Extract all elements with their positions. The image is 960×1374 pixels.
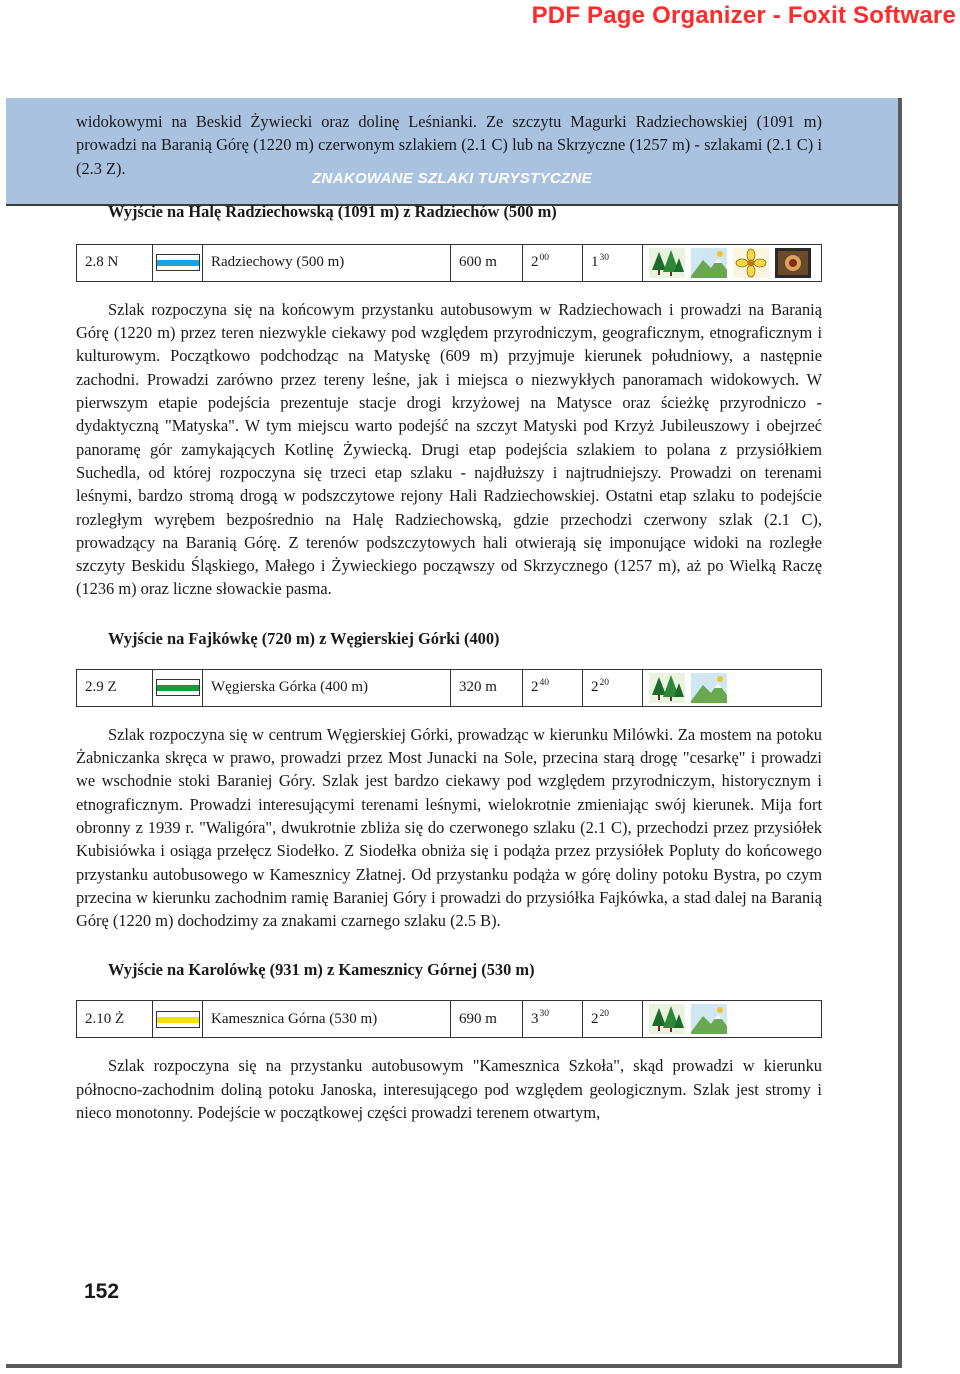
trail-elevation: 600 m bbox=[451, 245, 523, 281]
page-content bbox=[76, 110, 822, 1124]
forest-icon bbox=[649, 673, 685, 703]
mountain-view-icon bbox=[691, 1004, 727, 1034]
trail-time-up: 2 $^{40}$ bbox=[523, 670, 583, 706]
flower-icon bbox=[733, 248, 769, 278]
page-header-title: ZNAKOWANE SZLAKI TURYSTYCZNE bbox=[312, 170, 592, 187]
forest-icon bbox=[649, 1004, 685, 1034]
green-trail-marker-icon bbox=[156, 679, 200, 696]
trail-time-up: 3 $^{30}$ bbox=[523, 1001, 583, 1037]
trail-row-2-8 bbox=[76, 244, 822, 282]
intro-paragraph: widokowymi na Beskid Żywiecki oraz dolinę Leśnianki. Ze szczytu Magurki Radziechowskiej (1091 m) prowadzi na Baranią Górę (1220 m) czerwonym szlakiem (2.1 C) lub na Skrzyczne (1257 m) - szlakami (2.1 C) i (2.3 Z). bbox=[76, 112, 822, 178]
trail-time-down: 2 $^{20}$ bbox=[583, 670, 643, 706]
trail-time-up: 2 $^{00}$ bbox=[523, 245, 583, 281]
mountain-view-icon bbox=[691, 673, 727, 703]
watermark: PDF Page Organizer - Foxit Software bbox=[531, 2, 956, 29]
trail-start: Radziechowy (500 m) bbox=[203, 245, 451, 281]
forest-icon bbox=[649, 248, 685, 278]
trail-row-2-10 bbox=[76, 1000, 822, 1038]
trail-code: 2.10 Ż bbox=[77, 1001, 153, 1037]
trail-marker bbox=[153, 245, 203, 281]
section-heading-2-8: Wyjście na Halę Radziechowską (1091 m) z Radziechów (500 m) bbox=[108, 201, 557, 221]
trail-elevation: 690 m bbox=[451, 1001, 523, 1037]
section-text-2-8: Szlak rozpoczyna się na końcowym przystanku autobusowym w Radziechowach i prowadzi na Baranią Górę (1220 m) przez teren niezwykle ciekawy pod względem przyrodniczym, geograficznym, etnograficznym i kulturowym. Początkowo podchodząc na Matyskę (609 m) przyjmuje kierunek południowy, a następnie zachodni. Prowadzi zarówno przez tereny leśne, jak i miejsca o niezwykłych panoramach widokowych. W pierwszym etapie podejścia prezentuje stacje drogi krzyżowej na Matysce oraz ścieżkę przyrodniczo - dydaktyczną "Matyska". W tym miejscu warto podejść na szczyt Matyski pod Krzyż Jubileuszowy i obejrzeć panoramę gór zamykających Kotlinę Żywiecką. Drugi etap podejścia szlakiem to polana z przysiółkiem Suchedla, od której rozpoczyna się trzeci etap szlaku - najdłuższy i najtrudniejszy. Prowadzi on terenami leśnymi, bardzo stromą drogą w podszczytowe rejony Hali Radziechowskiej. Ostatni etap szlaku to podejście rozległym wyrębem bezpośrednio na Halę Radziechowską, gdzie przechodzi czerwony szlak (2.1 C), prowadzący na Baranią Górę. Z terenów podszczytowych hali otwierają się imponujące widoki na rozległe szczyty Beskidu Śląskiego, Małego i Żywieckiego począwszy od Skrzycznego (1257 m), aż po Wielką Raczę (1236 m) oraz liczne słowackie pasma. bbox=[76, 299, 822, 599]
trail-start: Węgierska Górka (400 m) bbox=[203, 670, 451, 706]
section-text-2-10: Szlak rozpoczyna się na przystanku autobusowym "Kamesznica Szkoła", skąd prowadzi w kierunku północno-zachodnim doliną potoku Janoska, interesującego pod względem geologicznym. Szlak jest stromy i nieco monotonny. Podejście w początkowej części prowadzi terenem otwartym, bbox=[76, 1056, 822, 1123]
trail-icons bbox=[643, 245, 821, 281]
trail-elevation: 320 m bbox=[451, 670, 523, 706]
trail-code: 2.9 Z bbox=[77, 670, 153, 706]
page-number: 152 bbox=[84, 1280, 120, 1303]
culture-icon bbox=[775, 248, 811, 278]
trail-start: Kamesznica Górna (530 m) bbox=[203, 1001, 451, 1037]
yellow-trail-marker-icon bbox=[156, 1011, 200, 1028]
trail-icons bbox=[643, 1001, 821, 1037]
trail-row-2-9 bbox=[76, 669, 822, 707]
trail-time-down: 1 $^{30}$ bbox=[583, 245, 643, 281]
trail-marker bbox=[153, 670, 203, 706]
trail-code: 2.8 N bbox=[77, 245, 153, 281]
trail-icons bbox=[643, 670, 821, 706]
mountain-view-icon bbox=[691, 248, 727, 278]
section-text-2-9: Szlak rozpoczyna się w centrum Węgierskiej Górki, prowadząc w kierunku Milówki. Za mostem na potoku Żabniczanka skręca w prawo, prowadzi przez Most Junacki na Sole, przecina starą drogę "cesarkę" i prowadzi we wschodnie stoki Baraniej Góry. Szlak jest bardzo ciekawy pod względem przyrodniczym, historycznym i etnograficznym. Prowadzi interesującymi terenami leśnymi, wielokrotnie zmieniając swój kierunek. Mija fort obronny z 1939 r. "Waligóra", dwukrotnie zbliża się do czerwonego szlaku (2.1 C), przechodzi przez przysiółek Kubisiówka i osiąga przełęcz Siodełko. Z Siodełka obniża się i podąża przez przysiółek Popluty do końcowego przystanku autobusowego w Kamesznicy Złatnej. Od przystanku podąża w górę doliny potoku Bystra, po czym przecina w kierunku zachodnim ramię Baraniej Góry i prowadzi do przysiółka Fajkówka, a stad dalej na Baranią Górę (1220 m) dochodzimy za znakami czarnego szlaku (2.5 B). bbox=[76, 724, 822, 931]
trail-time-down: 2 $^{20}$ bbox=[583, 1001, 643, 1037]
section-heading-2-10: Wyjście na Karolówkę (931 m) z Kamesznicy Górnej (530 m) bbox=[108, 960, 535, 980]
blue-trail-marker-icon bbox=[156, 254, 200, 271]
section-heading-2-9: Wyjście na Fajkówkę (720 m) z Węgierskiej Górki (400) bbox=[108, 628, 500, 648]
trail-marker bbox=[153, 1001, 203, 1037]
